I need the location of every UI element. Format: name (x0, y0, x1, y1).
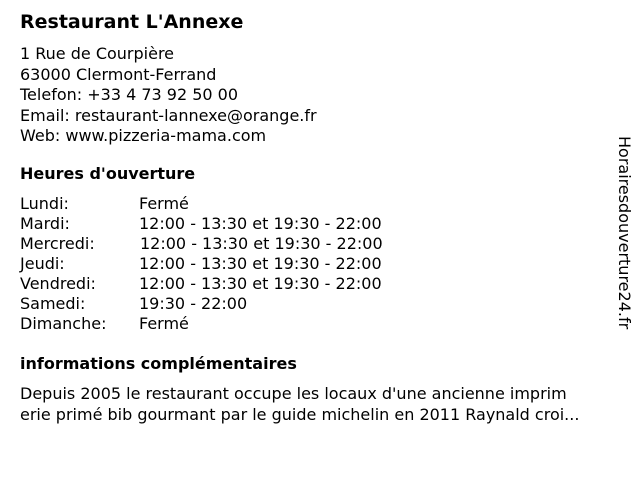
address-city: 63000 Clermont-Ferrand (20, 64, 217, 84)
day-label: Mercredi: (20, 234, 95, 253)
email-address: Email: restaurant-lannexe@orange.fr (20, 105, 317, 125)
day-hours: Fermé (139, 194, 189, 213)
day-hours: Fermé (139, 314, 189, 333)
day-label: Mardi: (20, 214, 70, 233)
day-label: Dimanche: (20, 314, 107, 333)
website: Web: www.pizzeria-mama.com (20, 126, 267, 145)
contact-block (20, 44, 317, 147)
day-hours: 12:00 - 13:30 et 19:30 - 22:00 (139, 254, 382, 273)
info-line: Depuis 2005 le restaurant occupe les locaux d'une ancienne imprim (20, 384, 567, 403)
day-label: Lundi: (20, 194, 69, 213)
additional-info-heading: informations complémentaires (20, 354, 297, 373)
opening-hours-heading: Heures d'ouverture (20, 164, 196, 183)
day-hours: 12:00 - 13:30 et 19:30 - 22:00 (140, 234, 383, 253)
day-hours: 19:30 - 22:00 (139, 294, 248, 313)
additional-info-text (20, 384, 630, 425)
site-watermark: Horairesdouverture24.fr (615, 136, 634, 330)
day-hours: 12:00 - 13:30 et 19:30 - 22:00 (139, 214, 382, 233)
day-label: Samedi: (20, 294, 86, 313)
restaurant-name: Restaurant L'Annexe (20, 11, 244, 33)
address-street: 1 Rue de Courpière (20, 44, 175, 63)
info-line: erie primé bib gourmant par le guide michelin en 2011 Raynald croi... (20, 404, 580, 424)
day-label: Jeudi: (20, 254, 65, 273)
day-hours: 12:00 - 13:30 et 19:30 - 22:00 (139, 274, 382, 293)
phone-number: Telefon: +33 4 73 92 50 00 (20, 85, 239, 104)
day-label: Vendredi: (20, 274, 96, 293)
